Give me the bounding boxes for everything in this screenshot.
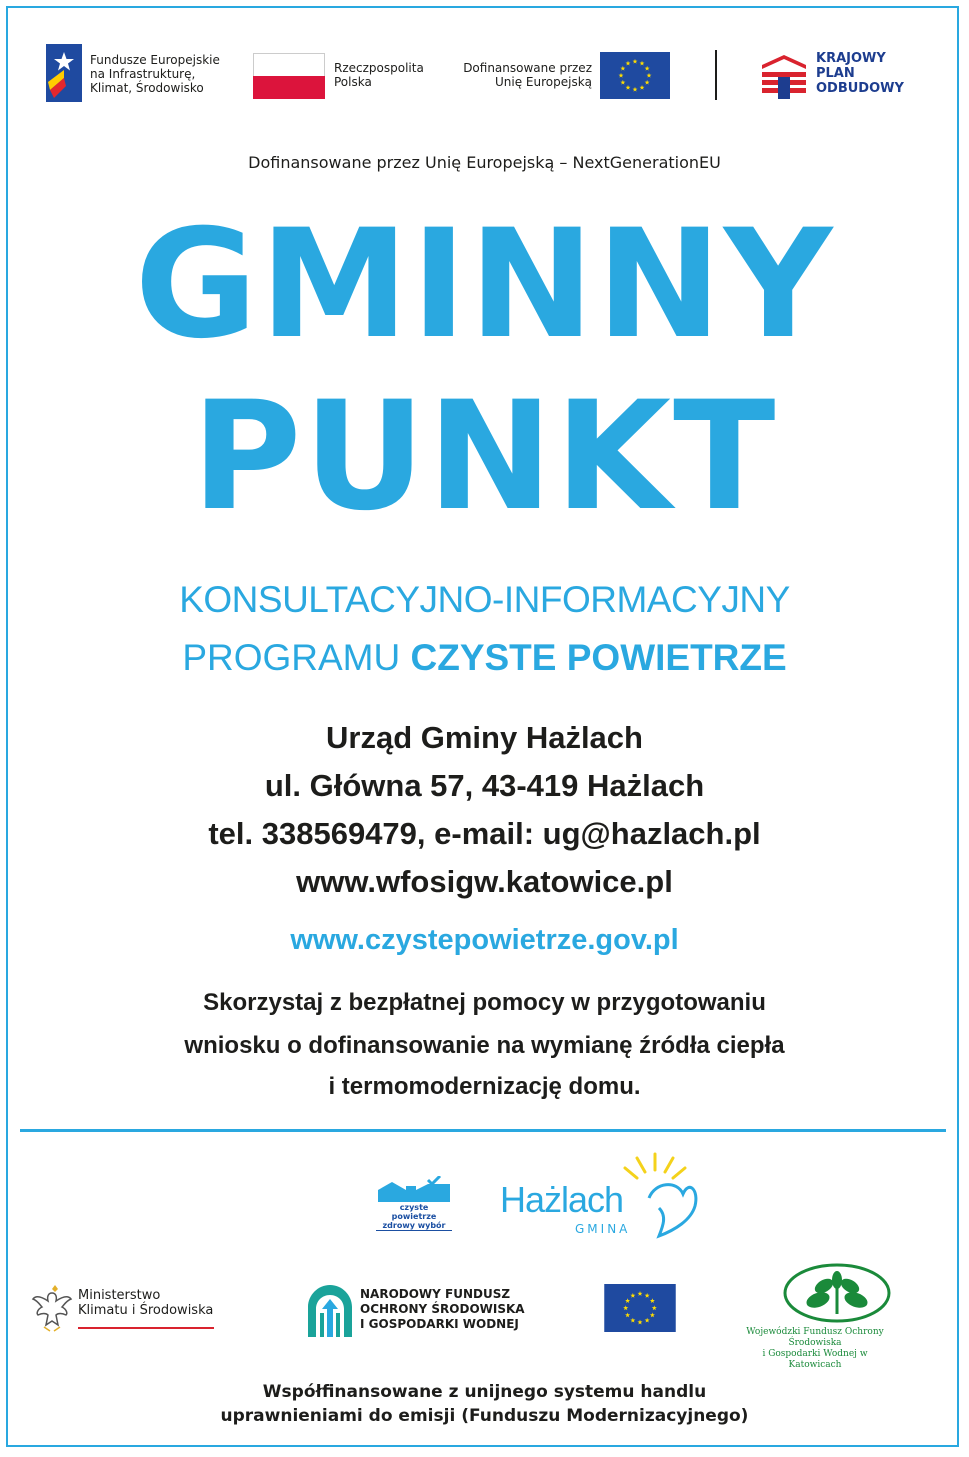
- headline-line-1: GMINNY: [134, 198, 835, 372]
- eu-flag-icon: [604, 1284, 676, 1332]
- rp-logo-text: Rzeczpospolita Polska: [334, 61, 424, 89]
- hazlach-logo-sub: GMINA: [575, 1222, 631, 1236]
- cofinance-line-1: Współfinansowane z unijnego systemu handlu: [262, 1382, 707, 1402]
- cofinance-line-2: uprawnieniami do emisji (Funduszu Modernizacyjnego): [220, 1406, 749, 1426]
- subheadline-line-1: KONSULTACYJNO-INFORMACYJNY: [179, 579, 790, 620]
- eu-cofinance-text: Dofinansowane przez Unię Europejską: [463, 61, 592, 89]
- help-line-1: Skorzystaj z bezpłatnej pomocy w przygotowaniu: [203, 989, 766, 1016]
- wfosigw-logo-text: Wojewódzki Fundusz Ochrony Środowiska i Gospodarki Wodnej w Katowicach: [746, 1327, 884, 1370]
- eu-funds-logo-text: Fundusze Europejskie na Infrastrukturę, Klimat, Środowisko: [90, 53, 220, 95]
- help-line-2: wniosku o dofinansowanie na wymianę źródła ciepła: [184, 1032, 785, 1059]
- section-divider: [20, 1129, 946, 1132]
- nfosigw-logo-text: NARODOWY FUNDUSZ OCHRONY ŚRODOWISKA I GOSPODARKI WODNEJ: [360, 1287, 525, 1331]
- wfosigw-leaves-icon: [782, 1262, 892, 1324]
- clean-air-logo-text: czyste powietrze zdrowy wybór: [376, 1203, 452, 1231]
- kpo-logo-icon: [762, 51, 806, 99]
- logo-separator: [715, 50, 717, 100]
- headline-line-2: PUNKT: [191, 370, 778, 544]
- help-line-3: i termomodernizację domu.: [328, 1073, 641, 1100]
- office-address: ul. Główna 57, 43-419 Hażlach: [264, 768, 705, 803]
- ministry-logo-underline: [78, 1327, 214, 1329]
- subheadline-prefix: PROGRAMU: [182, 637, 411, 678]
- office-name: Urząd Gminy Hażlach: [326, 720, 643, 755]
- kpo-logo-text: KRAJOWY PLAN ODBUDOWY: [816, 51, 904, 96]
- polish-eagle-icon: [30, 1283, 74, 1333]
- clean-air-house-icon: [376, 1176, 452, 1204]
- subheadline-program-name: CZYSTE POWIETRZE: [410, 637, 787, 678]
- nfosigw-logo-icon: [306, 1283, 354, 1339]
- wfosigw-url[interactable]: www.wfosigw.katowice.pl: [296, 864, 673, 899]
- ministry-logo-text: Ministerstwo Klimatu i Środowiska: [78, 1288, 214, 1318]
- polish-flag-icon: [253, 53, 325, 99]
- czyste-powietrze-url[interactable]: www.czystepowietrze.gov.pl: [290, 924, 679, 956]
- office-phone-email: tel. 338569479, e-mail: ug@hazlach.pl: [208, 816, 761, 851]
- subheadline-line-2: [0, 636, 969, 680]
- nextgen-caption: Dofinansowane przez Unię Europejską – NextGenerationEU: [248, 153, 721, 172]
- eu-funds-logo-icon: [44, 42, 84, 104]
- eu-flag-icon: [600, 52, 670, 99]
- hazlach-logo-name: Hażlach: [500, 1179, 624, 1220]
